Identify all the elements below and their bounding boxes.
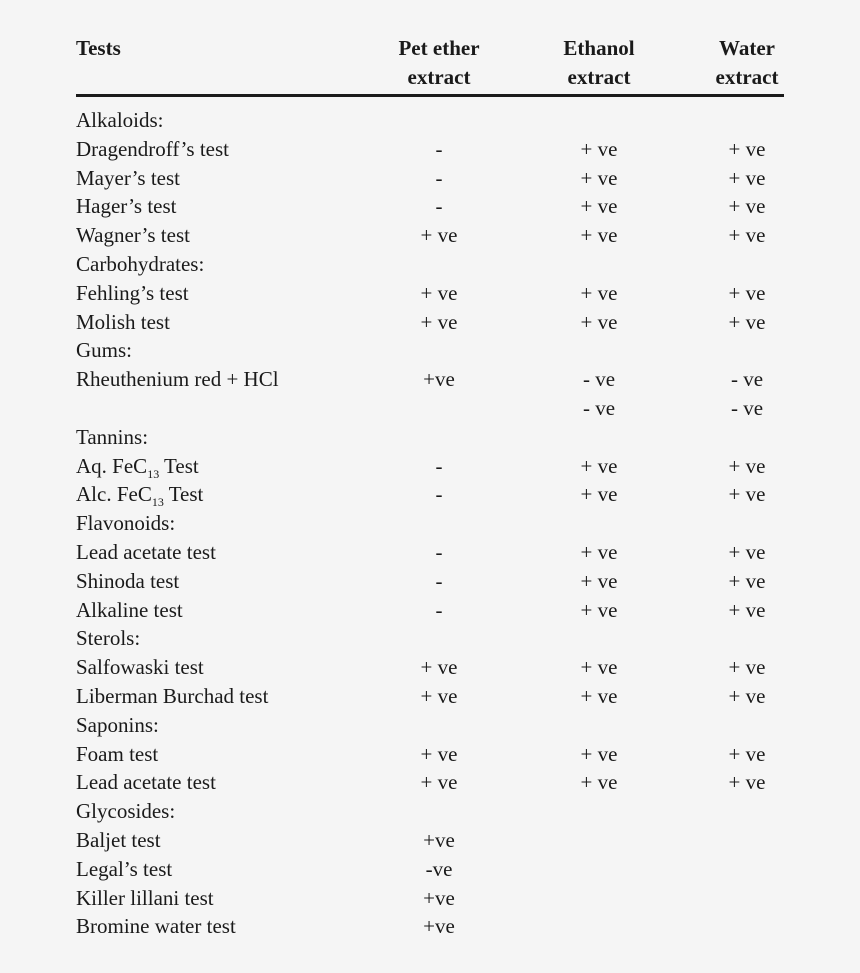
row-label [76, 250, 204, 279]
row-label-text: Bromine water test [76, 914, 236, 939]
row-label [76, 365, 279, 394]
row-label-text: Dragendroff’s test [76, 136, 229, 161]
row-label [76, 711, 159, 740]
header-wat-line2: extract [715, 65, 779, 89]
row-label-text: Flavonoids: [76, 511, 176, 536]
table-row [76, 336, 784, 365]
water-result: + ve [728, 309, 766, 334]
row-label-text: Alc. FeC [76, 482, 152, 507]
row-label [76, 884, 214, 913]
row-label-text: Gums: [76, 338, 133, 363]
table-row [76, 164, 784, 193]
row-label-text: Alkaline test [76, 597, 183, 622]
row-label [76, 538, 216, 567]
header-ethanol [538, 34, 660, 92]
ethanol-result: - ve [582, 367, 616, 392]
header-pet-ether [378, 34, 500, 92]
row-label-text: Lead acetate test [76, 770, 216, 795]
water-result: + ve [728, 539, 766, 564]
ethanol-result: + ve [580, 165, 618, 190]
table-row [76, 308, 784, 337]
row-label [76, 452, 199, 481]
row-label [76, 279, 189, 308]
row-label-text: Tannins: [76, 424, 149, 449]
row-label-text: Molish test [76, 309, 170, 334]
table-row [76, 480, 784, 509]
row-label [76, 912, 236, 941]
table-row [76, 279, 784, 308]
pet-ether-result: + ve [420, 655, 458, 680]
row-label [76, 106, 164, 135]
ethanol-result: + ve [580, 223, 618, 248]
row-label-text: Glycosides: [76, 799, 176, 824]
row-label-subscript: 13 [147, 466, 160, 481]
water-result: + ve [728, 741, 766, 766]
header-water [686, 34, 808, 92]
pet-ether-result: - [435, 539, 443, 564]
pet-ether-result: - [435, 482, 443, 507]
row-label [76, 480, 203, 509]
pet-ether-result: +ve [423, 367, 455, 392]
table-row [76, 250, 784, 279]
table-row [76, 653, 784, 682]
row-label [76, 826, 161, 855]
water-result: + ve [728, 280, 766, 305]
ethanol-result: + ve [580, 194, 618, 219]
row-label [76, 768, 216, 797]
phytochemical-table [76, 34, 784, 941]
row-label-text: Baljet test [76, 827, 161, 852]
row-label-text: Liberman Burchad test [76, 683, 269, 708]
pet-ether-result: +ve [423, 827, 455, 852]
row-label-text: Wagner’s test [76, 223, 190, 248]
row-label-text: Mayer’s test [76, 165, 181, 190]
table-row [76, 884, 784, 913]
row-label-text: Hager’s test [76, 194, 177, 219]
pet-ether-result: + ve [420, 223, 458, 248]
row-label [76, 336, 132, 365]
row-label [76, 308, 170, 337]
table-row [76, 106, 784, 135]
water-result: + ve [728, 223, 766, 248]
water-result: + ve [728, 655, 766, 680]
water-result: + ve [728, 597, 766, 622]
table-row [76, 509, 784, 538]
pet-ether-result: -ve [425, 856, 453, 881]
pet-ether-result: - [435, 136, 443, 161]
row-label [76, 567, 179, 596]
table-row [76, 740, 784, 769]
ethanol-result: + ve [580, 136, 618, 161]
water-result: + ve [728, 482, 766, 507]
header-eth-line1: Ethanol [563, 36, 635, 60]
ethanol-result: + ve [580, 770, 618, 795]
table-row [76, 826, 784, 855]
row-label-text: Saponins: [76, 712, 159, 737]
pet-ether-result: - [435, 568, 443, 593]
ethanol-result: + ve [580, 741, 618, 766]
header-tests [76, 34, 121, 63]
water-result: + ve [728, 770, 766, 795]
table-row [76, 538, 784, 567]
pet-ether-result: + ve [420, 741, 458, 766]
ethanol-result: + ve [580, 453, 618, 478]
row-label-text: Rheuthenium red + HCl [76, 367, 279, 392]
table-row [76, 221, 784, 250]
row-label [76, 682, 268, 711]
table-row [76, 855, 784, 884]
header-tests-label: Tests [76, 36, 121, 60]
row-label [76, 740, 158, 769]
ethanol-result: + ve [580, 597, 618, 622]
table-row [76, 596, 784, 625]
row-label [76, 135, 229, 164]
table-body [76, 97, 784, 941]
ethanol-result: + ve [580, 683, 618, 708]
table-row [76, 567, 784, 596]
water-result: - ve [730, 395, 764, 420]
header-eth-line2: extract [567, 65, 631, 89]
row-label [76, 596, 183, 625]
ethanol-result: + ve [580, 482, 618, 507]
row-label-text: Alkaloids: [76, 108, 164, 132]
table-row [76, 682, 784, 711]
row-label-text: Killer lillani test [76, 885, 214, 910]
water-result: + ve [728, 683, 766, 708]
row-label-text: Shinoda test [76, 568, 180, 593]
water-result: + ve [728, 165, 766, 190]
row-label [76, 192, 177, 221]
row-label [76, 221, 190, 250]
table-row [76, 423, 784, 452]
pet-ether-result: - [435, 597, 443, 622]
row-label [76, 509, 175, 538]
row-label [76, 797, 175, 826]
header-pet-line2: extract [407, 65, 471, 89]
table-row [76, 192, 784, 221]
row-label [76, 624, 140, 653]
table-row [76, 768, 784, 797]
row-label-text: Lead acetate test [76, 539, 216, 564]
water-result: + ve [728, 453, 766, 478]
water-result: + ve [728, 194, 766, 219]
ethanol-result: + ve [580, 655, 618, 680]
row-label-text: Legal’s test [76, 856, 173, 881]
ethanol-result: + ve [580, 280, 618, 305]
ethanol-result: + ve [580, 309, 618, 334]
table-row [76, 624, 784, 653]
pet-ether-result: +ve [423, 914, 455, 939]
pet-ether-result: + ve [420, 770, 458, 795]
ethanol-result: + ve [580, 568, 618, 593]
row-label-text: Aq. FeC [76, 453, 148, 478]
pet-ether-result: + ve [420, 683, 458, 708]
water-result: - ve [730, 367, 764, 392]
row-label-text: Fehling’s test [76, 280, 189, 305]
row-label [76, 653, 204, 682]
pet-ether-result: + ve [420, 280, 458, 305]
pet-ether-result: - [435, 165, 443, 190]
table-row [76, 912, 784, 941]
row-label-text: Sterols: [76, 626, 141, 651]
ethanol-result: - ve [582, 395, 616, 420]
table-row [76, 394, 784, 423]
row-label [76, 164, 180, 193]
pet-ether-result: - [435, 194, 443, 219]
ethanol-result: + ve [580, 539, 618, 564]
water-result: + ve [728, 136, 766, 161]
pet-ether-result: - [435, 453, 443, 478]
row-label-text: Salfowaski test [76, 655, 204, 680]
table-row [76, 452, 784, 481]
header-wat-line1: Water [719, 36, 775, 60]
row-label-text: Foam test [76, 741, 159, 766]
table-row [76, 365, 784, 394]
row-label [76, 855, 172, 884]
row-label-text: Carbohydrates: [76, 251, 205, 276]
table-row [76, 797, 784, 826]
header-pet-line1: Pet ether [398, 36, 480, 60]
table-header [76, 34, 784, 97]
row-label-subscript: 13 [151, 495, 164, 510]
row-label-tail: Test [159, 453, 199, 478]
table-row [76, 711, 784, 740]
pet-ether-result: + ve [420, 309, 458, 334]
row-label [76, 423, 148, 452]
pet-ether-result: +ve [423, 885, 455, 910]
table-row [76, 135, 784, 164]
water-result: + ve [728, 568, 766, 593]
row-label-tail: Test [163, 482, 204, 507]
